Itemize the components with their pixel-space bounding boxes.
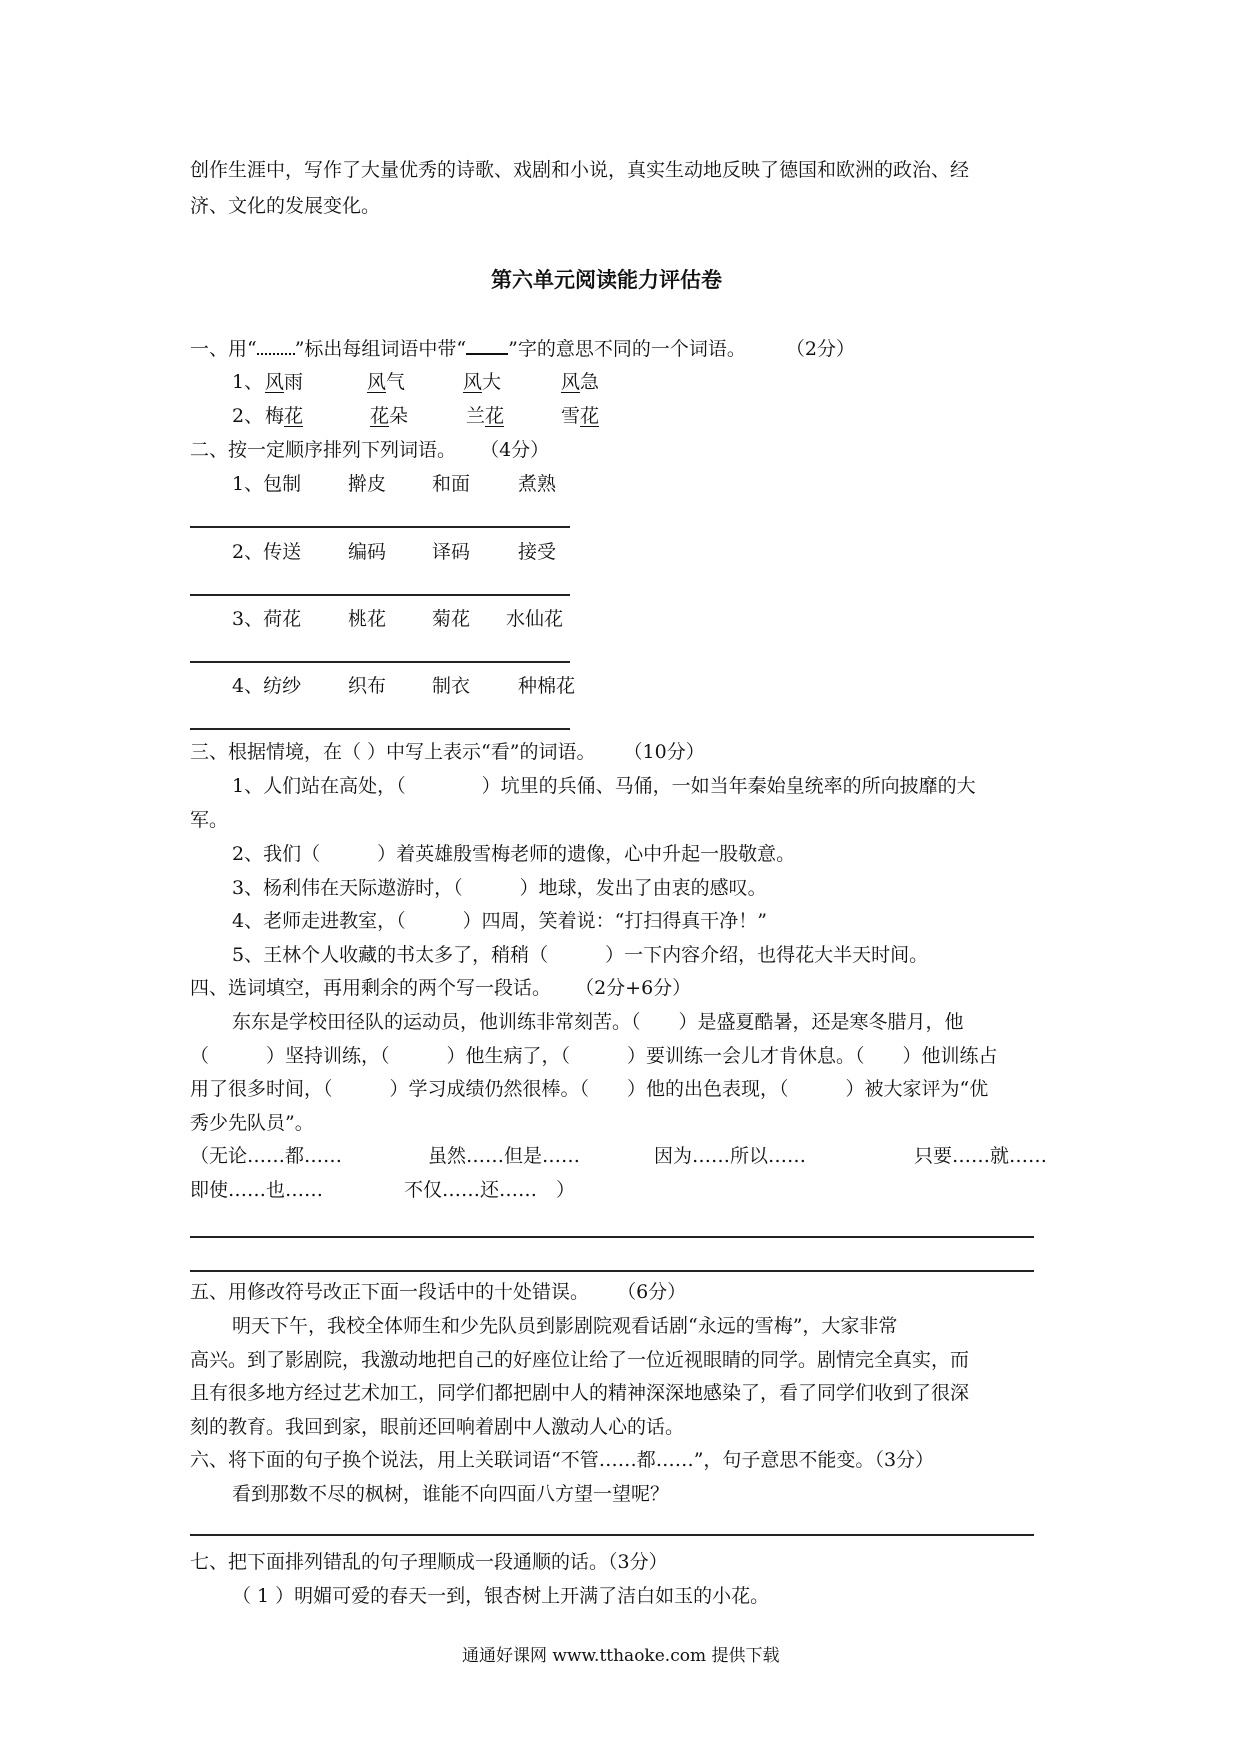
- q2-word: 擀皮: [348, 473, 387, 495]
- q1-pre: 一、用“: [190, 338, 257, 360]
- q2-score: （4分）: [480, 439, 550, 461]
- answer-line[interactable]: [190, 1270, 1034, 1272]
- q4-option: 虽然……但是……: [428, 1145, 581, 1167]
- q1-word: 风气: [367, 371, 406, 393]
- q3-item: 2、我们（ ）着英雄殷雪梅老师的遗像，心中升起一股敬意。: [232, 843, 796, 865]
- q4-option: 只要……就……: [914, 1145, 1048, 1167]
- q1-char-underlined: 风: [463, 371, 483, 393]
- q5-paragraph-line: 且有很多地方经过艺术加工，同学们都把剧中人的精神深深地感染了，看了同学们收到了很深: [190, 1382, 970, 1404]
- answer-line[interactable]: [190, 526, 570, 528]
- q2-word: 桃花: [348, 608, 387, 630]
- q3-score: （10分）: [623, 741, 705, 763]
- q5-score: （6分）: [617, 1281, 687, 1303]
- q2-word: 1、包制: [232, 473, 302, 495]
- q7-label: [190, 1548, 668, 1576]
- q4-paragraph-line: （ ）坚持训练，（ ）他生病了，（ ）要训练一会儿才肯休息。（ ）他训练占: [190, 1045, 998, 1067]
- answer-line[interactable]: [190, 1534, 1034, 1536]
- q2-word: 编码: [348, 541, 387, 563]
- page-title: 第六单元阅读能力评估卷: [491, 268, 722, 292]
- answer-line[interactable]: [190, 594, 570, 596]
- q2-word: 和面: [432, 473, 471, 495]
- q2-word: 4、纺纱: [232, 675, 302, 697]
- q5-paragraph-line: 高兴。到了影剧院，我激动地把自己的好座位让给了一位近视眼睛的同学。剧情完全真实，而: [190, 1349, 970, 1371]
- q7-item: （ 1 ）明媚可爱的春天一到，银杏树上开满了洁白如玉的小花。: [232, 1585, 770, 1607]
- q1-word: 兰花: [466, 405, 505, 427]
- q3-item-continued: 军。: [190, 809, 229, 831]
- q1-post: ”字的意思不同的一个词语。: [508, 338, 746, 360]
- q4-paragraph-line: 用了很多时间，（ ）学习成绩仍然很棒。（ ）他的出色表现，（ ）被大家评为“优: [190, 1078, 989, 1100]
- q2-word: 3、荷花: [232, 608, 302, 630]
- q1-word: 风大: [463, 371, 502, 393]
- solid-blank: [466, 339, 508, 355]
- q1-row1-num: 1、: [232, 371, 264, 393]
- q4-label: [190, 974, 691, 1002]
- q1-char-underlined: 花: [485, 405, 505, 427]
- answer-line[interactable]: [190, 728, 570, 730]
- q1-score: （2分）: [785, 338, 856, 360]
- q4-option: 不仅……还…… ）: [404, 1179, 576, 1201]
- wavy-blank: [257, 339, 295, 355]
- q4-score: （2分+6分）: [575, 977, 692, 999]
- intro-line-2: 济、文化的发展变化。: [190, 195, 381, 217]
- q4-paragraph-line: 秀少先队员”。: [190, 1112, 314, 1134]
- q4-option: （无论……都……: [190, 1145, 343, 1167]
- q3-item: 5、王林个人收藏的书太多了，稍稍（ ）一下内容介绍，也得花大半天时间。: [232, 944, 929, 966]
- q2-word: 2、传送: [232, 541, 302, 563]
- q2-word: 煮熟: [518, 473, 557, 495]
- q1-word: 梅花: [265, 405, 304, 427]
- q2-word: 制衣: [432, 675, 471, 697]
- q1-row2-num: 2、: [232, 405, 264, 427]
- q3-item: 4、老师走进教室，（ ）四周，笑着说：“打扫得真干净！”: [232, 910, 768, 932]
- q1-char-underlined: 风: [367, 371, 387, 393]
- q5-label: [190, 1278, 686, 1306]
- q1-char-underlined: 风: [561, 371, 581, 393]
- q6-score: （3分）: [874, 1449, 935, 1471]
- q3-item: 1、人们站在高处，（ ）坑里的兵俑、马俑，一如当年秦始皇统率的所向披靡的大: [232, 775, 976, 797]
- q1-word: 雪花: [561, 405, 600, 427]
- q2-word: 种棉花: [518, 675, 576, 697]
- q4-option: 即使……也……: [190, 1179, 324, 1201]
- q1-char-underlined: 花: [284, 405, 304, 427]
- q1-label: [190, 335, 855, 363]
- q1-char-underlined: 花: [370, 405, 390, 427]
- q4-option: 因为……所以……: [654, 1145, 807, 1167]
- q1-mid: ”标出每组词语中带“: [294, 338, 467, 360]
- q1-char-underlined: 花: [580, 405, 600, 427]
- q1-word: 花朵: [370, 405, 409, 427]
- q7-score: （3分）: [608, 1551, 668, 1573]
- q5-paragraph-line: 明天下午，我校全体师生和少先队员到影剧院观看话剧“永远的雪梅”，大家非常: [232, 1315, 898, 1337]
- q6-label-text: 六、将下面的句子换个说法，用上关联词语“不管……都……”，句子意思不能变。: [190, 1449, 875, 1471]
- q2-word: 织布: [348, 675, 387, 697]
- page-footer: 通通好课网 www.tthaoke.com 提供下载: [462, 1646, 780, 1666]
- q5-label-text: 五、用修改符号改正下面一段话中的十处错误。: [190, 1281, 590, 1303]
- q2-word: 水仙花: [506, 608, 564, 630]
- q3-label: [190, 738, 705, 766]
- q4-paragraph-line: 东东是学校田径队的运动员，他训练非常刻苦。（ ）是盛夏酷暑，还是寒冬腊月，他: [232, 1011, 964, 1033]
- q6-label: [190, 1446, 934, 1474]
- q2-word: 菊花: [432, 608, 471, 630]
- answer-line[interactable]: [190, 661, 570, 663]
- q2-word: 接受: [518, 541, 557, 563]
- q1-char-underlined: 风: [265, 371, 285, 393]
- q7-label-text: 七、把下面排列错乱的句子理顺成一段通顺的话。: [190, 1551, 609, 1573]
- q2-label: [190, 436, 549, 464]
- q3-label-text: 三、根据情境，在（ ）中写上表示“看”的词语。: [190, 741, 596, 763]
- q1-word: 风急: [561, 371, 600, 393]
- q2-word: 译码: [432, 541, 471, 563]
- q5-paragraph-line: 刻的教育。我回到家，眼前还回响着剧中人激动人心的话。: [190, 1416, 685, 1438]
- answer-line[interactable]: [190, 1236, 1034, 1238]
- q3-item: 3、杨利伟在天际遨游时，（ ）地球，发出了由衷的感叹。: [232, 877, 767, 899]
- q4-label-text: 四、选词填空，再用剩余的两个写一段话。: [190, 977, 552, 999]
- q2-label-text: 二、按一定顺序排列下列词语。: [190, 439, 457, 461]
- q6-sentence: 看到那数不尽的枫树，谁能不向四面八方望一望呢？: [232, 1483, 670, 1505]
- q1-word: 风雨: [265, 371, 304, 393]
- intro-line-1: 创作生涯中，写作了大量优秀的诗歌、戏剧和小说，真实生动地反映了德国和欧洲的政治、经: [190, 159, 970, 181]
